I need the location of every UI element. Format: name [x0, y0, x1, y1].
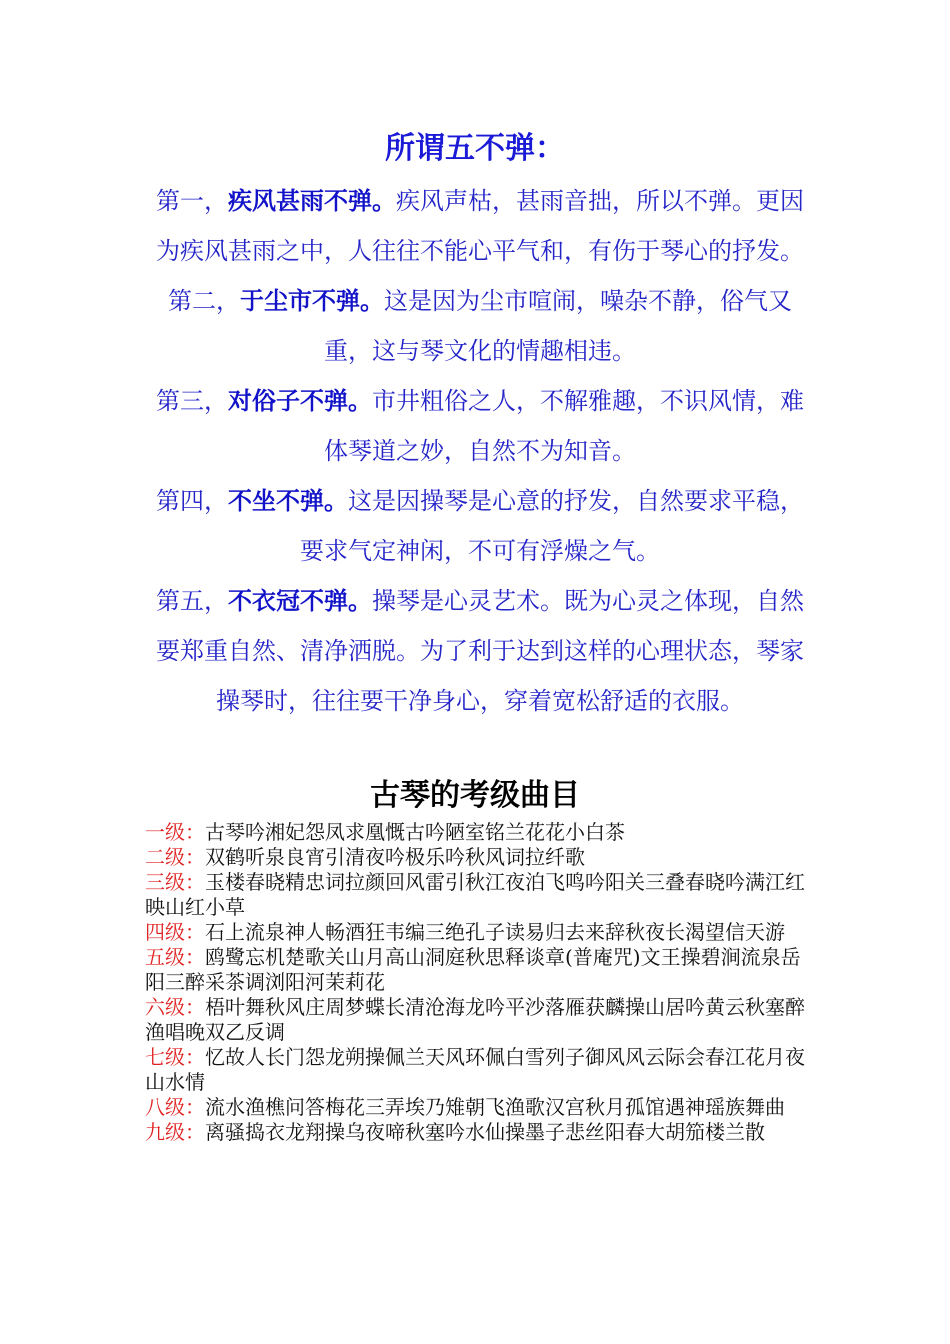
- level-label: 四级：: [145, 920, 205, 944]
- level-item: [145, 1120, 810, 1145]
- rule-body: 这是因为尘市喧闹，噪杂不静，俗气又重，这与琴文化的情趣相违。: [324, 287, 792, 365]
- rule-lead: 第三，: [156, 387, 228, 415]
- level-item: [145, 820, 810, 845]
- exam-level-list: [145, 820, 810, 1145]
- level-label: 九级：: [145, 1120, 205, 1144]
- level-pieces: 梧叶舞秋风庄周梦蝶长清沧海龙吟平沙落雁获麟操山居吟黄云秋塞醉渔唱晚双乙反调: [145, 995, 805, 1044]
- level-pieces: 忆故人长门怨龙朔操佩兰天风环佩白雪列子御风风云际会春江花月夜山水情: [145, 1045, 805, 1094]
- rule-3: [150, 376, 810, 476]
- level-label: 七级：: [145, 1045, 205, 1069]
- level-pieces: 流水渔樵问答梅花三弄埃乃雉朝飞渔歌汉宫秋月孤馆遇神瑶族舞曲: [205, 1095, 785, 1119]
- level-pieces: 玉楼春晓精忠词拉颜回风雷引秋江夜泊飞鸣吟阳关三叠春晓吟满江红映山红小草: [145, 870, 805, 919]
- rule-heading: 不坐不弹。: [228, 487, 348, 515]
- rule-body: 市井粗俗之人，不解雅趣，不识风情，难体琴道之妙，自然不为知音。: [324, 387, 804, 465]
- level-pieces: 离骚捣衣龙翔操乌夜啼秋塞吟水仙操墨子悲丝阳春大胡笳楼兰散: [205, 1120, 765, 1144]
- level-item: [145, 920, 810, 945]
- level-pieces: 石上流泉神人畅酒狂韦编三绝孔子读易归去来辞秋夜长渴望信天游: [205, 920, 785, 944]
- page-title: 所谓五不弹：: [385, 131, 565, 166]
- level-pieces: 古琴吟湘妃怨凤求凰慨古吟陋室铭兰花花小白茶: [205, 820, 625, 844]
- rule-body: 这是因操琴是心意的抒发，自然要求平稳，要求气定神闲，不可有浮燥之气。: [300, 487, 804, 565]
- level-item: [145, 1095, 810, 1120]
- level-pieces: 鸥鹭忘机楚歌关山月高山洞庭秋思释谈章(普庵咒)文王操碧涧流泉岳阳三醉采茶调浏阳河茉莉花: [145, 945, 801, 994]
- rule-heading: 对俗子不弹。: [228, 387, 372, 415]
- rule-2: [150, 276, 810, 376]
- level-label: 五级：: [145, 945, 205, 969]
- level-label: 八级：: [145, 1095, 205, 1119]
- level-item: [145, 945, 810, 995]
- rule-lead: 第一，: [156, 187, 228, 215]
- rule-4: [150, 476, 810, 576]
- rule-body: 疾风声枯，甚雨音拙，所以不弹。更因为疾风甚雨之中，人往往不能心平气和，有伤于琴心的抒发。: [156, 187, 804, 265]
- five-rules: [150, 176, 810, 726]
- rule-1: [150, 176, 810, 276]
- level-item: [145, 870, 810, 920]
- level-label: 六级：: [145, 995, 205, 1019]
- level-label: 三级：: [145, 870, 205, 894]
- rule-heading: 疾风甚雨不弹。: [228, 187, 396, 215]
- level-label: 一级：: [145, 820, 205, 844]
- rule-5: [150, 576, 810, 726]
- level-item: [145, 1045, 810, 1095]
- exam-section-title: 古琴的考级曲目: [370, 778, 580, 813]
- level-pieces: 双鹤听泉良宵引清夜吟极乐吟秋风词拉纤歌: [205, 845, 585, 869]
- level-item: [145, 995, 810, 1045]
- rule-heading: 不衣冠不弹。: [228, 587, 372, 615]
- level-item: [145, 845, 810, 870]
- rule-lead: 第五，: [156, 587, 228, 615]
- rule-lead: 第二，: [168, 287, 240, 315]
- rule-body: 操琴是心灵艺术。既为心灵之体现，自然要郑重自然、清净洒脱。为了利于达到这样的心理状态，琴家操琴时，往往要干净身心，穿着宽松舒适的衣服。: [156, 587, 804, 715]
- rule-lead: 第四，: [156, 487, 228, 515]
- level-label: 二级：: [145, 845, 205, 869]
- rule-heading: 于尘市不弹。: [240, 287, 384, 315]
